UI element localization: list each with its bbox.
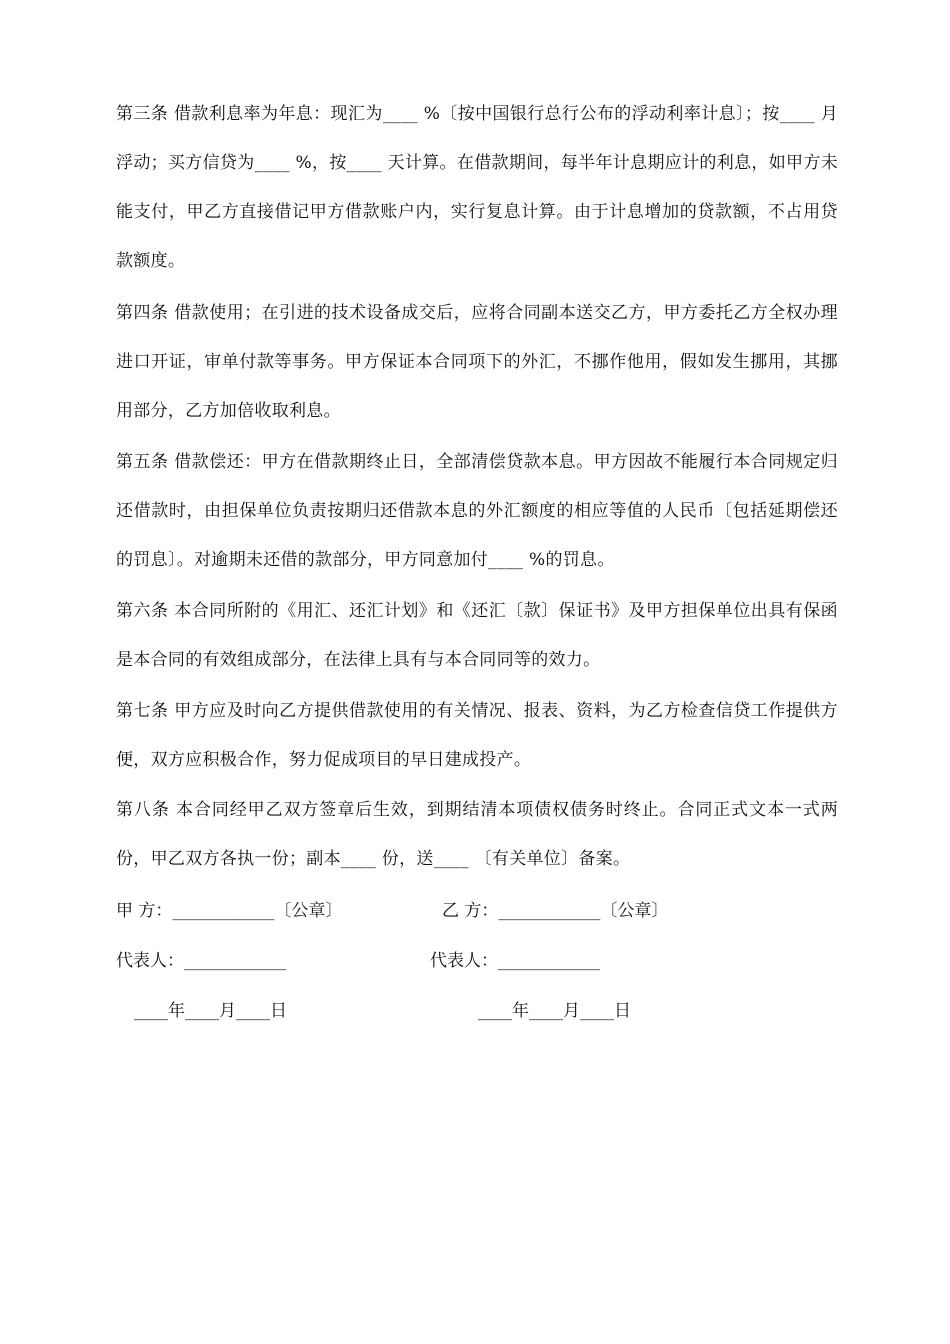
party-a-signature: 甲 方：____________〔公章〕 — [116, 901, 343, 921]
party-a-date: ____年____月____日 — [134, 1001, 287, 1021]
party-a-representative: 代表人：____________ — [116, 951, 286, 971]
party-b-date: ____年____月____日 — [478, 1001, 631, 1021]
article-3: 第三条 借款利息率为年息：现汇为____ %〔按中国银行总行公布的浮动利率计息〕；按____ 月浮动；买方信贷为____ %，按____ 天计算。在借款期间，每半年计息期应计的利息，如甲方未能支付，甲乙方直接借记甲方借款账户内，实行复息计算。由于计息增加的贷款额，不占用贷款额度。 — [116, 104, 838, 271]
party-b-signature: 乙 方：____________〔公章〕 — [442, 901, 669, 921]
date-row — [116, 996, 838, 1026]
article-4: 第四条 借款使用；在引进的技术设备成交后，应将合同副本送交乙方，甲方委托乙方全权办理进口开证，审单付款等事务。甲方保证本合同项下的外汇，不挪作他用，假如发生挪用，其挪用部分，乙方加倍收取利息。 — [116, 303, 838, 421]
article-5: 第五条 借款偿还：甲方在借款期终止日，全部清偿贷款本息。甲方因故不能履行本合同规定归还借款时，由担保单位负责按期归还借款本息的外汇额度的相应等值的人民币〔包括延期偿还的罚息〕。对逾期未还借的款部分，甲方同意加付____ %的罚息。 — [116, 452, 838, 570]
party-b-representative: 代表人：____________ — [430, 951, 600, 971]
representative-row — [116, 946, 838, 976]
article-6: 第六条 本合同所附的《用汇、还汇计划》和《还汇〔款〕保证书》及甲方担保单位出具有保函是本合同的有效组成部分，在法律上具有与本合同同等的效力。 — [116, 601, 838, 670]
party-row — [116, 896, 838, 926]
article-8: 第八条 本合同经甲乙双方签章后生效，到期结清本项债权债务时终止。合同正式文本一式两份，甲乙双方各执一份；副本____ 份，送____ 〔有关单位〕备案。 — [116, 800, 838, 869]
article-7: 第七条 甲方应及时向乙方提供借款使用的有关情况、报表、资料，为乙方检查信贷工作提供方便，双方应积极合作，努力促成项目的早日建成投产。 — [116, 701, 838, 770]
